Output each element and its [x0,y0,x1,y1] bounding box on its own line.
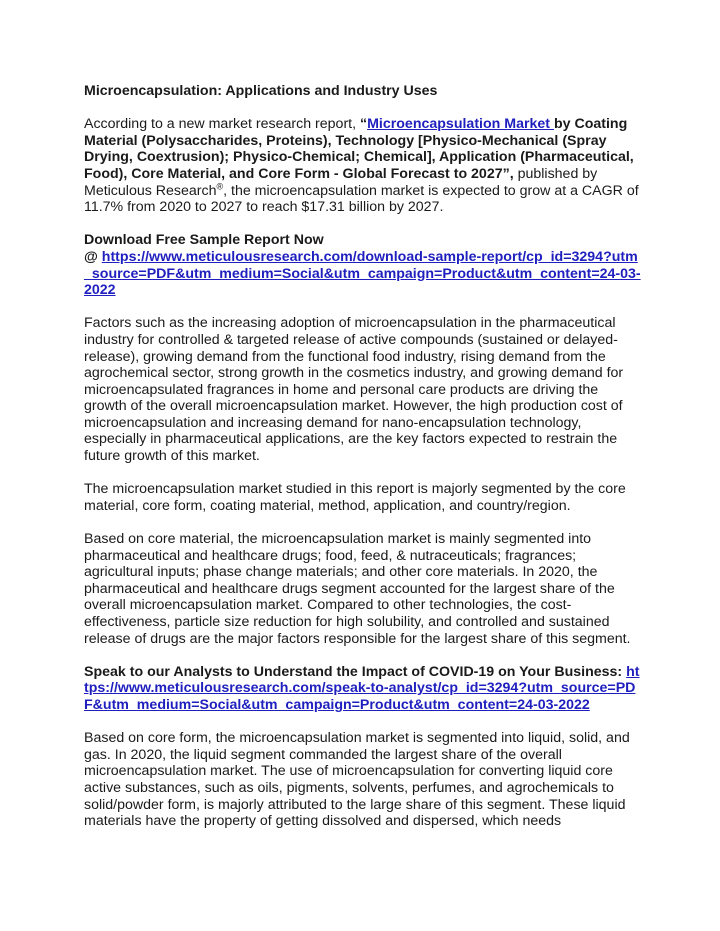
analyst-heading: Speak to our Analysts to Understand the Impact of COVID-19 on Your Business: [84,663,627,680]
document-page [84,83,644,830]
quote-open: “ [360,116,368,133]
download-sample-link[interactable]: https://www.meticulousresearch.com/download-sample-report/cp_id=3294?utm_source=PDF&utm_medium=Social&utm_campaign=Product&utm_content=24-03-2022 [84,248,641,299]
download-heading: Download Free Sample Report Now [84,232,324,249]
analyst-section [84,664,644,714]
intro-tail: , the microencapsulation market is expected to grow at a CAGR of 11.7% from 2020 to 2027 to reach $17.31 billion by 2027. [84,182,639,216]
core-form-paragraph: Based on core form, the microencapsulation market is segmented into liquid, solid, and gas. In 2020, the liquid segment commanded the largest share of the overall microencapsulation market. The use of microencapsulation for converting liquid core active substances, such as oils, pigments, solvents, perfumes, and agrochemicals to solid/powder form, is majorly attributed to the large share of this segment. These liquid materials have the property of getting dissolved and dispersed, which needs [84,730,630,830]
download-at: @ [84,248,102,265]
registered-mark: ® [216,180,224,191]
segments-paragraph: The microencapsulation market studied in this report is majorly segmented by the core material, core form, coating material, method, application, and country/region. [84,481,626,514]
document-title: Microencapsulation: Applications and Industry Uses [84,83,438,99]
factors-paragraph: Factors such as the increasing adoption of microencapsulation in the pharmaceutical industry for controlled & targeted release of active compounds (sustained or delayed-release), growing demand from the functional food industry, rising demand from the agrochemical sector, strong growth in the cosmetics industry, and growing demand for microencapsulated fragrances in home and personal care products are driving the growth of the overall microencapsulation market. However, the high production cost of microencapsulation and increasing demand for nano-encapsulation technology, especially in pharmaceutical applications, are the key factors expected to restrain the future growth of this market. [84,315,624,465]
published-by: published by Meticulous Research [84,165,598,199]
microencapsulation-market-link[interactable]: Microencapsulation Market [367,116,554,133]
report-title: by Coating Material (Polysaccharides, Proteins), Technology [Physico-Mechanical (Spray Drying, Coextrusion); Physico-Chemical; Chemical], Application (Pharmaceutical, Food), Core Material, and Core Form - Global Forecast to 2027”, [84,116,634,182]
speak-to-analyst-link[interactable]: https://www.meticulousresearch.com/speak-to-analyst/cp_id=3294?utm_source=PDF&utm_medium=Social&utm_campaign=Product&utm_content=24-03-2022 [84,663,640,713]
intro-lead: According to a new market research report, [84,116,360,133]
download-section [84,232,644,298]
intro-paragraph [84,116,644,216]
core-material-paragraph: Based on core material, the microencapsulation market is mainly segmented into pharmaceutical and healthcare drugs; food, feed, & nutraceuticals; fragrances; agricultural inputs; phase change materials; and other core materials. In 2020, the pharmaceutical and healthcare drugs segment accounted for the largest share of the overall microencapsulation market. Compared to other technologies, the cost-effectiveness, particle size reduction for high solubility, and controlled and sustained release of drugs are the major factors responsible for the largest share of this segment. [84,531,631,647]
